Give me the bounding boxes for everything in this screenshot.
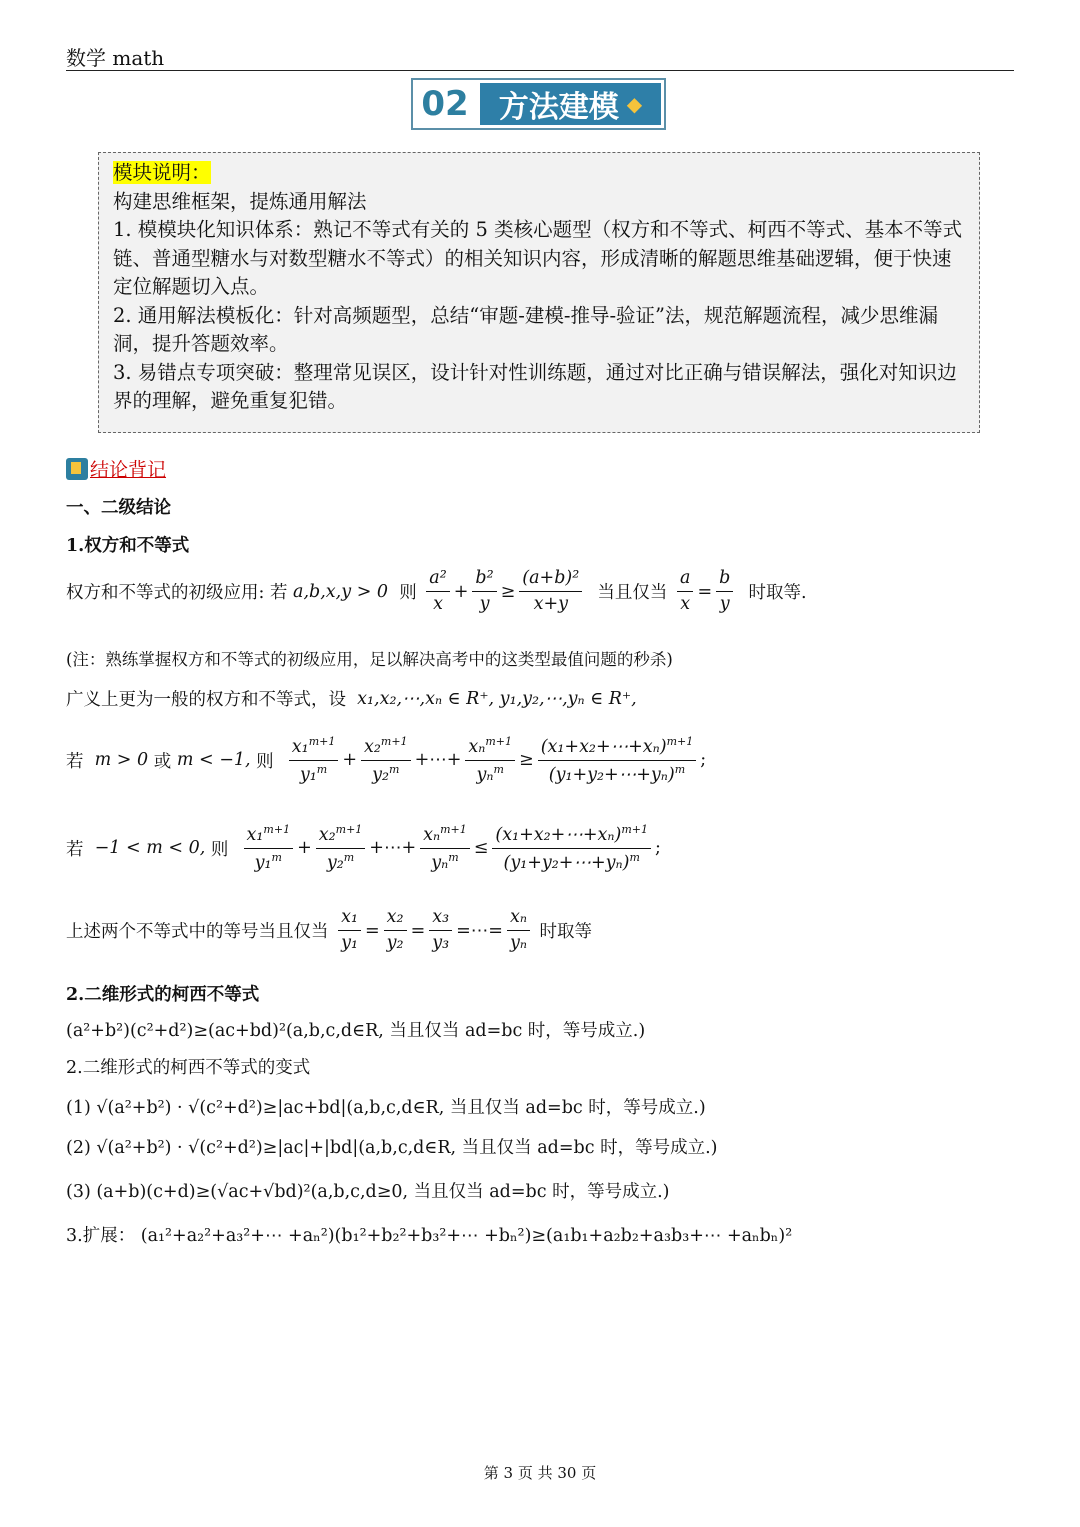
text: 则 <box>210 839 229 860</box>
header-divider <box>66 70 1014 71</box>
formula: $\frac{\text{x₂}}{\text{y₂}}$ <box>384 907 407 954</box>
cauchy-extension: 3.扩展： (a₁²+a₂²+a₃²+⋯ +aₙ²)(b₁²+b₂²+b₃²+⋯ +bₙ²)≥(a₁b₁+a₂b₂+a₃b₃+⋯ +aₙbₙ)² <box>66 1226 793 1246</box>
formula: $\frac{b}{y}$ <box>716 568 733 615</box>
case2-row: 若 −1 < m < 0, 则 $\frac{x_1^{m+1}}{y_1^m}$ + $\frac{x_2^{m+1}}{y_2^m}$ +⋯+ $\frac{x_n^{m+1}}{y_n^m}$ ≤ $\frac{(x_1+x_2+\cdots+x_n)^{m+1}}{(y_1+y_2+\cdots+y_n)^m}$ ; <box>66 823 661 873</box>
text: 则 <box>256 751 274 772</box>
notebook-icon <box>66 458 88 480</box>
text: 时取等 <box>539 922 593 942</box>
case1-row: 若 m > 0 或 m < −1, 则 $\frac{x_1^{m+1}}{y_1^m}$ + $\frac{x_2^{m+1}}{y_2^m}$ +⋯+ $\frac{x_n^{m+1}}{y_n^m}$ ≥ $\frac{(x_1+x_2+\cdots+x_n)^{m+1}}{(y_1+y_2+\cdots+y_n)^m}$ ; <box>66 735 707 785</box>
formula: $\frac{x_2^{m+1}}{y_2^m}$ <box>361 735 411 786</box>
text: 权方和不等式的初级应用: 若 <box>66 583 288 603</box>
page-footer: 第 3 页 共 30 页 <box>483 1464 597 1482</box>
formula: $\frac{x_1^{m+1}}{y_1^m}$ <box>244 823 294 874</box>
banner-title-text: 方法建模 <box>498 90 619 125</box>
formula: $\frac{(x_1+x_2+\cdots+x_n)^{m+1}}{(y_1+y_2+\cdots+y_n)^m}$ <box>538 735 697 786</box>
formula: $\frac{\text{x₁}}{\text{y₁}}$ <box>338 907 361 954</box>
condition: a,b,x,y > 0 <box>293 581 389 602</box>
formula: $\frac{x_1^{m+1}}{y_1^m}$ <box>289 735 339 786</box>
condition: −1 < m < 0, <box>94 838 206 859</box>
formula: $\frac{x_n^{m+1}}{y_n^m}$ <box>465 735 515 786</box>
module-description-box <box>98 152 980 433</box>
banner-number: 02 <box>413 80 477 128</box>
module-line: 构建思维框架，提炼通用解法 <box>113 189 367 213</box>
subsection-heading: 2.二维形式的柯西不等式的变式 <box>66 1058 311 1078</box>
text: 则 <box>399 583 417 603</box>
cauchy-variant-1: (1) √(a²+b²) · √(c²+d²)≥|ac+bd|(a,b,c,d∈R, 当且仅当 ad=bc 时，等号成立.) <box>66 1098 706 1118</box>
formula: $\frac{\text{a²}}{x}$ <box>426 568 449 615</box>
text: 时取等. <box>748 583 807 603</box>
general-row <box>66 686 637 711</box>
formula: $\frac{\text{b²}}{y}$ <box>472 568 496 615</box>
module-label: 模块说明： <box>113 161 211 184</box>
basic-inequality-row: 权方和不等式的初级应用: 若 a,b,x,y > 0 则 $\frac{\text{a²}}{x}$ + $\frac{\text{b²}}{y}$ ≥ $\frac{\text{(a+b)²}}{x+y}$ 当且仅当 $\frac{a}{x}$ = $\frac{b}{y}$ 时取等. <box>66 568 807 614</box>
text: 广义上更为一般的权方和不等式，设 <box>66 690 346 710</box>
text: 上述两个不等式中的等号当且仅当 <box>66 922 329 942</box>
formula: $\frac{x_n^{m+1}}{y_n^m}$ <box>420 823 470 874</box>
module-line: 2. 通用解法模板化：针对高频题型，总结“审题-建模-推导-验证”法，规范解题流程，减少思维漏洞，提升答题效率。 <box>113 303 939 355</box>
formula: $\frac{(x_1+x_2+\cdots+x_n)^{m+1}}{(y_1+y_2+\cdots+y_n)^m}$ <box>492 823 651 874</box>
formula: $\frac{x_2^{m+1}}{y_2^m}$ <box>316 823 366 874</box>
formula: $\frac{\text{xₙ}}{\text{yₙ}}$ <box>507 907 530 954</box>
formula: x₁,x₂,⋯,xₙ ∈ R⁺, y₁,y₂,⋯,yₙ ∈ R⁺, <box>357 688 637 709</box>
diamond-icon: ◆ <box>626 92 643 116</box>
module-line: 3. 易错点专项突破：整理常见误区，设计针对性训练题，通过对比正确与错误解法，强化对知识边界的理解，避免重复犯错。 <box>113 360 957 412</box>
formula: $\frac{a}{x}$ <box>677 568 693 615</box>
formula: $\frac{\text{x₃}}{\text{y₃}}$ <box>429 907 452 954</box>
equality-row: 上述两个不等式中的等号当且仅当 $\frac{\text{x₁}}{\text{y₁}}$ = $\frac{\text{x₂}}{\text{y₂}}$ = $\frac{\text{x₃}}{\text{y₃}}$ =⋯= $\frac{\text{xₙ}}{\text{yₙ}}$ 时取等 <box>66 907 593 953</box>
text: 或 <box>153 751 172 772</box>
text: 当且仅当 <box>597 583 668 603</box>
banner-title <box>480 83 661 125</box>
subsection-heading: 2.二维形式的柯西不等式 <box>66 985 260 1005</box>
section-heading: 一、二级结论 <box>66 498 171 518</box>
cauchy-variant-3: (3) (a+b)(c+d)≥(√ac+√bd)²(a,b,c,d≥0, 当且仅当 ad=bc 时，等号成立.) <box>66 1182 670 1202</box>
module-line: 1. 模模块化知识体系：熟记不等式有关的 5 类核心题型（权方和不等式、柯西不等式、基本不等式链、普通型糖水与对数型糖水不等式）的相关知识内容，形成清晰的解题思维基础逻辑，便于快速定位解题切入点。 <box>113 218 963 298</box>
cauchy-main: (a²+b²)(c²+d²)≥(ac+bd)²(a,b,c,d∈R, 当且仅当 ad=bc 时，等号成立.) <box>66 1021 646 1041</box>
section-banner <box>411 78 666 130</box>
condition: m > 0 <box>94 750 149 771</box>
text: 若 <box>66 839 84 860</box>
recite-heading <box>66 455 166 482</box>
page-header: 数学 math <box>66 46 165 70</box>
text: 若 <box>66 751 84 772</box>
formula: $\frac{\text{(a+b)²}}{x+y}$ <box>519 568 582 615</box>
condition: m < −1, <box>176 750 251 771</box>
cauchy-variant-2: (2) √(a²+b²) · √(c²+d²)≥|ac|+|bd|(a,b,c,d∈R, 当且仅当 ad=bc 时，等号成立.) <box>66 1138 718 1158</box>
note-text: (注：熟练掌握权方和不等式的初级应用，足以解决高考中的这类型最值问题的秒杀) <box>66 650 673 669</box>
recite-title: 结论背记 <box>90 459 167 481</box>
subsection-heading: 1.权方和不等式 <box>66 536 190 556</box>
